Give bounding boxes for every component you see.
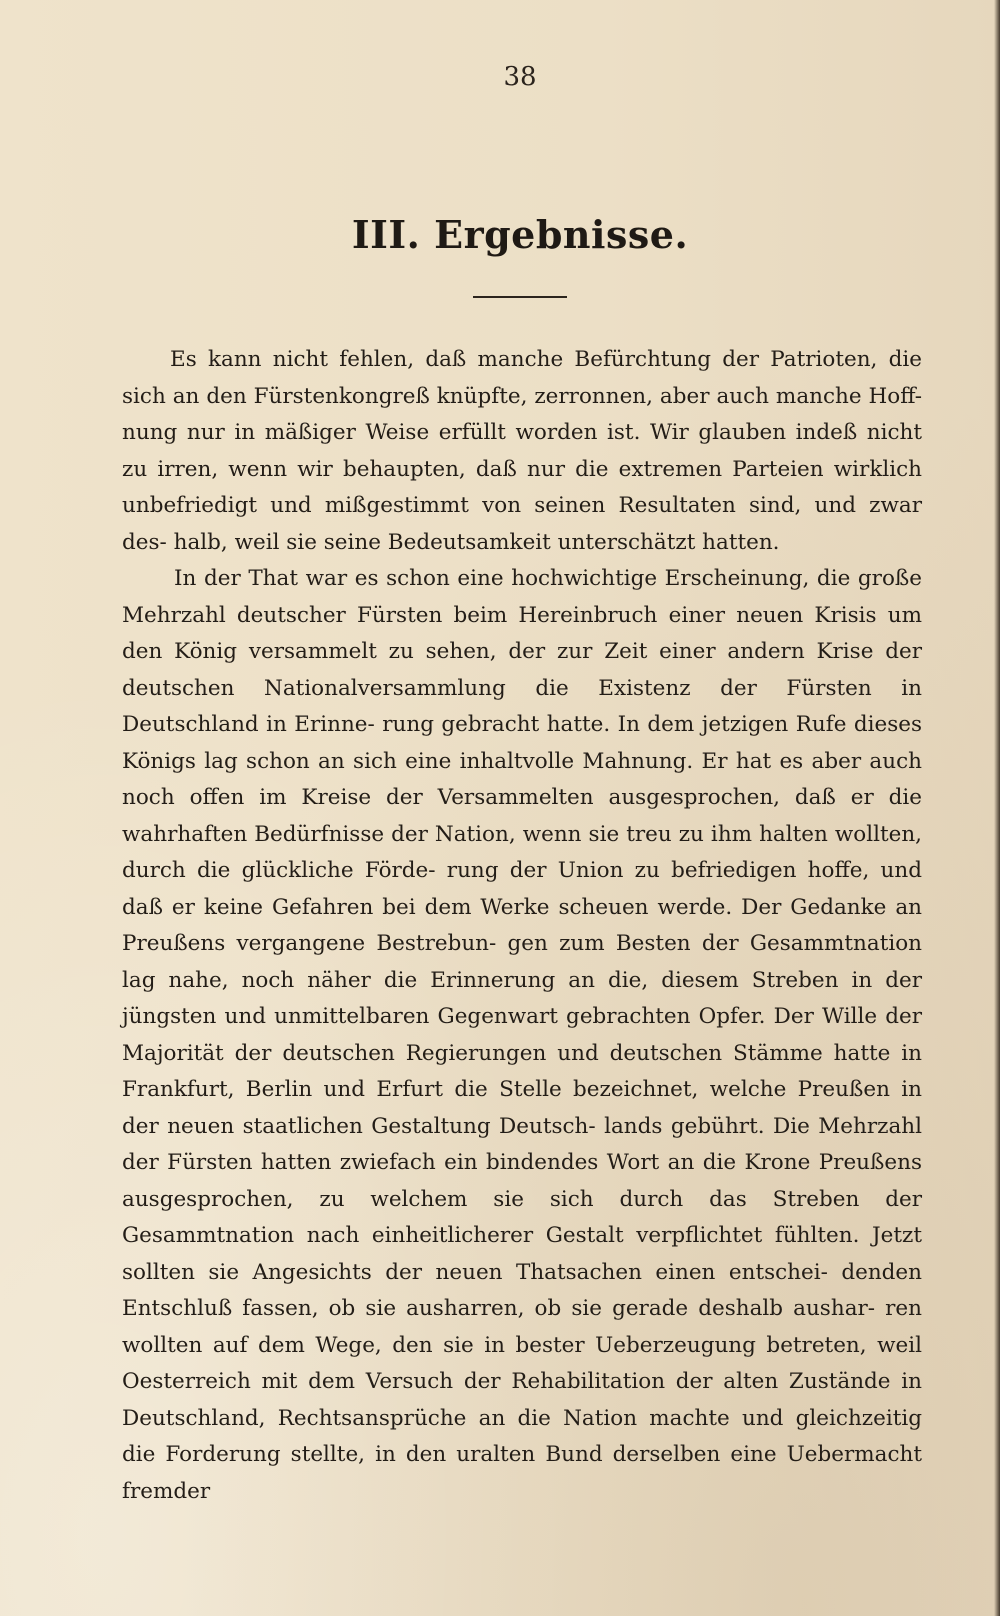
page-number: 38 <box>503 62 537 92</box>
body-text <box>122 342 922 1510</box>
paragraph-1: Es kann nicht fehlen, daß manche Befürchtung der Patrioten, die sich an den Fürstenkongreß knüpfte, zerronnen, aber auch manche Hoff- nung nur in mäßiger Weise erfüllt worden ist. Wir glauben indeß nicht zu irren, wenn wir behaupten, daß nur die extremen Parteien wirklich unbefriedigt und mißgestimmt von seinen Resultaten sind, und zwar des- halb, weil sie seine Bedeutsamkeit unterschätzt hatten. <box>122 347 922 555</box>
page-edge <box>994 0 1000 1616</box>
chapter-heading: III. Ergebnisse. <box>351 212 689 257</box>
paragraph-2: In der That war es schon eine hochwichtige Erscheinung, die große Mehrzahl deutscher Fürsten beim Hereinbruch einer neuen Krisis um den König versammelt zu sehen, der zur Zeit einer andern Krise der deutschen Nationalversammlung die Existenz der Fürsten in Deutschland in Erinne- rung gebracht hatte. In dem jetzigen Rufe dieses Königs lag schon an sich eine inhaltvolle Mahnung. Er hat es aber auch noch offen im Kreise der Versammelten ausgesprochen, daß er die wahrhaften Bedürfnisse der Nation, wenn sie treu zu ihm halten wollten, durch die glückliche Förde- rung der Union zu befriedigen hoffe, und daß er keine Gefahren bei dem Werke scheuen werde. Der Gedanke an Preußens vergangene Bestrebun- gen zum Besten der Gesammtnation lag nahe, noch näher die Erinnerung an die, diesem Streben in der jüngsten und unmittelbaren Gegenwart gebrachten Opfer. Der Wille der Majorität der deutschen Regierungen und deutschen Stämme hatte in Frankfurt, Berlin und Erfurt die Stelle bezeichnet, welche Preußen in der neuen staatlichen Gestaltung Deutsch- lands gebührt. Die Mehrzahl der Fürsten hatten zwiefach ein bindendes Wort an die Krone Preußens ausgesprochen, zu welchem sie sich durch das Streben der Gesammtnation nach einheitlicherer Gestalt verpflichtet fühlten. Jetzt sollten sie Angesichts der neuen Thatsachen einen entschei- denden Entschluß fassen, ob sie ausharren, ob sie gerade deshalb aushar- ren wollten auf dem Wege, den sie in bester Ueberzeugung betreten, weil Oesterreich mit dem Versuch der Rehabilitation der alten Zustände in Deutschland, Rechtsansprüche an die Nation machte und gleichzeitig die Forderung stellte, in den uralten Bund derselben eine Uebermacht fremder <box>122 566 922 1504</box>
heading-divider <box>473 296 567 298</box>
